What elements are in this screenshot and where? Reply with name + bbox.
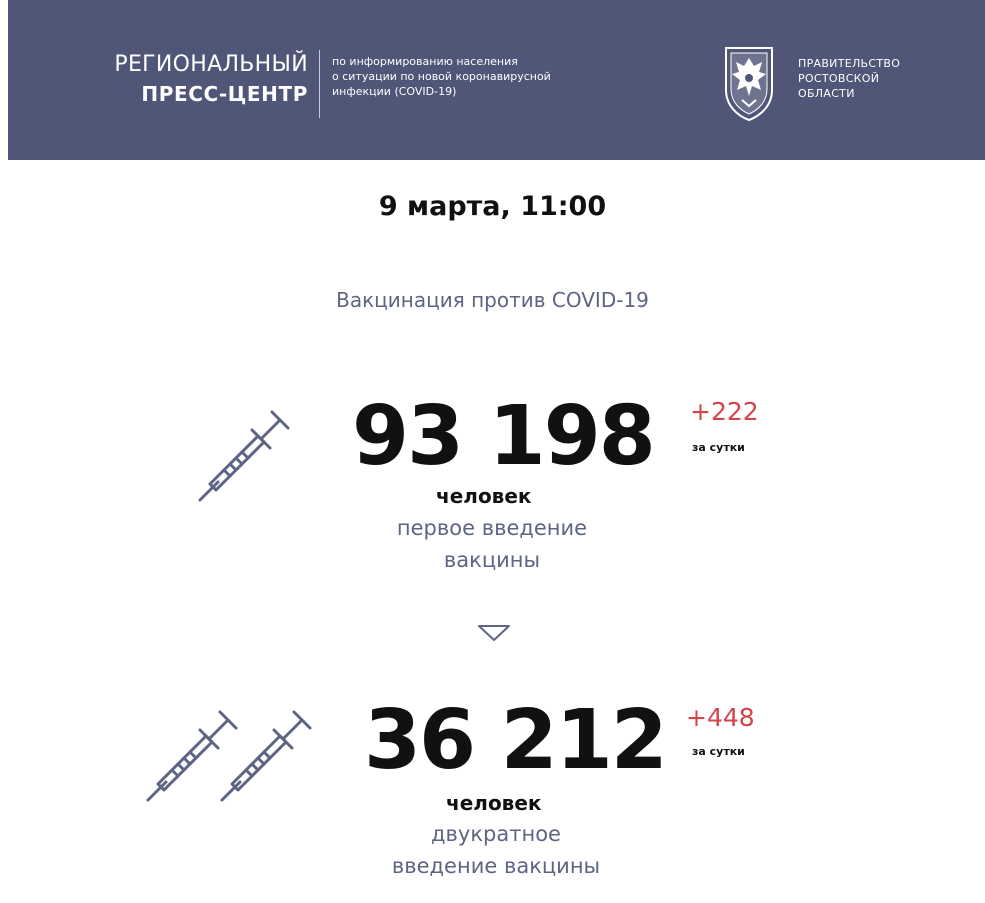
first-dose-description-line: вакцины (443, 548, 541, 572)
press-center-logo (114, 50, 308, 108)
report-date: 9 марта, 11:00 (378, 191, 607, 222)
first-dose-description-line: первое введение (396, 516, 588, 540)
first-dose-unit: человек (436, 484, 532, 508)
header-banner (8, 0, 985, 160)
triangle-down-icon (476, 623, 512, 643)
government-line: ОБЛАСТИ (798, 87, 855, 100)
government-line: ПРАВИТЕЛЬСТВО (798, 57, 901, 70)
second-dose-description-line: введение вакцины (391, 854, 601, 878)
second-dose-description (306, 818, 686, 882)
first-dose-description (292, 512, 692, 576)
coat-of-arms-icon (720, 44, 778, 122)
second-dose-unit: человек (446, 791, 542, 815)
org-line-1: РЕГИОНАЛЬНЫЙ (114, 52, 308, 77)
first-dose-delta-label: за сутки (692, 441, 745, 454)
first-dose-count: 93 198 (352, 389, 654, 484)
second-dose-description-line: двукратное (431, 822, 561, 846)
description-line: по информированию населения (332, 55, 518, 68)
government-line: РОСТОВСКОЙ (798, 72, 880, 85)
press-center-description (332, 54, 551, 99)
syringe-icon (190, 398, 302, 508)
second-dose-count: 36 212 (364, 693, 666, 788)
description-line: инфекции (COVID-19) (332, 85, 457, 98)
first-dose-delta: +222 (690, 397, 759, 426)
double-syringe-icon (140, 690, 330, 806)
second-dose-delta-label: за сутки (692, 745, 745, 758)
government-label (798, 56, 900, 101)
org-line-2: ПРЕСС-ЦЕНТР (141, 82, 308, 106)
description-line: о ситуации по новой коронавирусной (332, 70, 551, 83)
second-dose-delta: +448 (686, 703, 755, 732)
report-subtitle: Вакцинация против COVID-19 (336, 288, 649, 312)
header-divider (319, 50, 320, 118)
